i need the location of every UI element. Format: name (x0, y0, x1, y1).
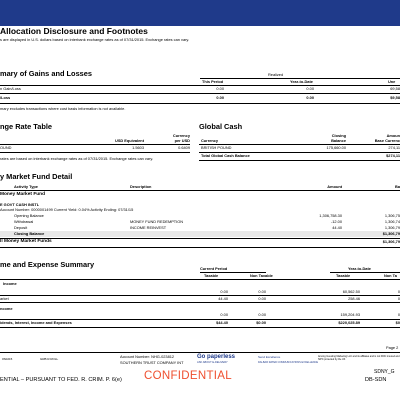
income-cell: 0.00 (220, 289, 228, 294)
income-cell: 0.00 (258, 289, 266, 294)
footer-right-text: Among Investing Marketing LLC and its affiliates and is not FDIC insured and SIPC protected by the UK (318, 355, 400, 361)
header-note: s are displayed in U.S. dollars based on interbank exchange rates as of 07/31/2015. Exchange rates can vary. (0, 37, 190, 42)
money-market-row-description: INCOME REINVEST (130, 225, 167, 230)
global-cash-total-label: Total Global Cash Balance (201, 153, 250, 158)
income-cell: 0 (397, 296, 400, 301)
income-total-label: idends, Interest, Income and Expenses (0, 320, 72, 325)
gains-note: mary excludes transactions where cost basis information is not available. (0, 106, 126, 111)
gains-row-ytd: 0.00 (306, 86, 314, 91)
exchange-note: rates are based on interbank exchange rates as of 07/31/2015. Exchange rates can vary. (0, 156, 154, 161)
footer-promo-small: Send Excellence (258, 355, 281, 359)
go-paperless-subtext: ASK ABOUT E-DELIVERY (197, 361, 228, 364)
money-market-row-amount: -12.00 (330, 219, 342, 224)
header-bar (0, 0, 400, 26)
global-cash-title: Global Cash (199, 122, 243, 131)
income-cell: 0.00 (220, 312, 228, 317)
income-cell: 0.00 (258, 312, 266, 317)
footer-code-top: SDNY_G (374, 369, 395, 375)
money-market-col-balance: Ba (395, 184, 400, 189)
income-cell: 258.46 (348, 296, 360, 301)
gains-total-ytd: 0.00 (306, 95, 314, 100)
global-cash-row-amount: 274,11 (388, 145, 400, 150)
money-market-total-label: ll Money Market Funds (0, 239, 52, 244)
money-market-fund-account: Account Number: 0000001499 Current Yield: 0.04% Activity Ending: 07/31/15 (0, 207, 134, 212)
income-row-rule (0, 295, 400, 296)
global-cash-total-rule (199, 160, 400, 161)
income-col-nontaxable: Non Taxable (250, 273, 273, 278)
money-market-closing-shade (0, 231, 400, 237)
exchange-row-rate: 0.6409 (178, 145, 190, 150)
exchange-section-title: nge Rate Table (0, 122, 53, 131)
footer-code-bottom: DB-SDN (365, 377, 387, 383)
exchange-header-rule (0, 144, 190, 145)
income-section-title: me and Expense Summary (0, 260, 95, 269)
go-paperless-logo: Go paperless (197, 354, 236, 360)
gains-col-period: This Period (202, 79, 224, 84)
gains-row-label: n Gain/Loss (0, 86, 21, 91)
footer-left-small: 0S0215 (2, 357, 13, 361)
income-subheading: ncome (0, 306, 13, 311)
exchange-row-rule (0, 152, 190, 153)
exchange-col-currency-top: Currency (172, 133, 190, 138)
global-cash-total-amount: $274,11 (386, 153, 400, 158)
income-cell: 0 (397, 312, 400, 317)
income-total-cell: $44.40 (216, 320, 228, 325)
money-market-row-type: Deposit (14, 225, 28, 230)
gains-total-label: /Loss (0, 95, 11, 100)
money-market-header-rule (0, 190, 400, 191)
income-cell: 44.40 (218, 296, 228, 301)
income-total-cell: $0 (395, 320, 400, 325)
money-market-row-description: MONEY FUND REDEMPTION (130, 219, 184, 224)
income-cell: 0 (397, 289, 400, 294)
money-market-col-amount: Amount (327, 184, 342, 189)
money-market-closing-amount: $1,306,79 (382, 231, 400, 236)
income-col-nontaxable-ytd: Non Ta (384, 273, 397, 278)
income-group-current: Current Period (200, 266, 228, 271)
global-cash-col-currency: Currency (201, 138, 219, 143)
exchange-row-usd: 1.5603 (132, 145, 144, 150)
money-market-row-balance: 1,306,74 (384, 219, 400, 224)
money-market-closing-label: Closing Balance (14, 231, 45, 236)
income-row-rule (0, 302, 400, 303)
money-market-col-description: Description (130, 184, 152, 189)
money-market-total-amount: $1,306,79 (382, 239, 400, 244)
footer-rule (0, 352, 400, 353)
gains-col-ytd: Year-to-Date (290, 79, 313, 84)
gains-header-rule (0, 85, 400, 86)
confidential-stamp: CONFIDENTIAL (144, 370, 232, 382)
money-market-fund-name: E GOVT CASH INSTL (0, 202, 40, 207)
money-market-total-rule (0, 247, 400, 248)
gains-total-right: $9,58 (390, 95, 400, 100)
money-market-fund-label: Money Market Fund (0, 192, 46, 197)
global-cash-row-currency: BRITISH POUND (201, 145, 232, 150)
gains-row-period: 0.00 (216, 86, 224, 91)
income-cell: 159,204.93 (340, 312, 360, 317)
money-market-closing-rule (0, 238, 400, 239)
page-title: Allocation Disclosure and Footnotes (0, 26, 148, 36)
money-market-row-balance: 1,306,79 (384, 225, 400, 230)
legal-notice: ENTIAL – PURSUANT TO FED. R. CRIM. P. 6(e) (0, 377, 122, 383)
footer-mid-small: GRB R.ROLL (40, 357, 59, 361)
gains-row-rule (0, 93, 400, 94)
income-total-cell: $220,025.89 (338, 320, 360, 325)
income-group-ytd: Year-to-Date (348, 266, 371, 271)
money-market-row-amount: 44.40 (332, 225, 342, 230)
global-cash-row-balance: 175,660.00 (326, 145, 346, 150)
global-cash-col-closing-bot: Balance (331, 138, 346, 143)
income-col-taxable-ytd: Taxable (336, 273, 351, 278)
footer-account-line: Account Number: NHG-023812 (120, 354, 175, 359)
page-number: Page 2 (386, 345, 399, 350)
income-row-label: arket (0, 296, 9, 301)
income-cell: 0.00 (258, 296, 266, 301)
exchange-col-usd: USD Equivalent (115, 138, 144, 143)
money-market-row-balance: 1,306,75 (384, 213, 400, 218)
gains-section-title: mary of Gains and Losses (0, 69, 93, 78)
exchange-col-currency-bot: per USD (174, 138, 190, 143)
income-col-taxable: Taxable (204, 273, 219, 278)
money-market-row-amount: 1,306,758.30 (319, 213, 342, 218)
income-cell: 60,562.50 (342, 289, 360, 294)
footer-company-line: SOUTHERN TRUST COMPANY INT (120, 360, 184, 365)
money-market-title: y Market Fund Detail (0, 172, 73, 181)
money-market-col-activity: Activity Type (14, 184, 38, 189)
income-total-cell: $0.00 (256, 320, 266, 325)
exchange-row-label: OUND (0, 145, 12, 150)
money-market-row-type: Opening Balance (14, 213, 44, 218)
global-cash-col-amount-bot: Base Currenc (374, 138, 400, 143)
global-cash-col-closing-top: Closing (331, 133, 346, 138)
gains-total-period: 0.00 (216, 95, 224, 100)
gains-col-right: Une (388, 79, 396, 84)
global-cash-col-amount-top: Amoun (386, 133, 400, 138)
gains-row-right: 69,58 (390, 86, 400, 91)
income-header-rule (0, 279, 400, 280)
income-total-rule (0, 327, 400, 328)
gains-total-rule (0, 103, 400, 104)
income-subheading: Income (3, 281, 17, 286)
footer-promo-sub: DALBAR RATED COMMUNICATIONS EXCELLENCE (258, 361, 319, 364)
gains-group-header: Realized (268, 72, 284, 77)
money-market-row-type: Withdrawal (14, 219, 34, 224)
